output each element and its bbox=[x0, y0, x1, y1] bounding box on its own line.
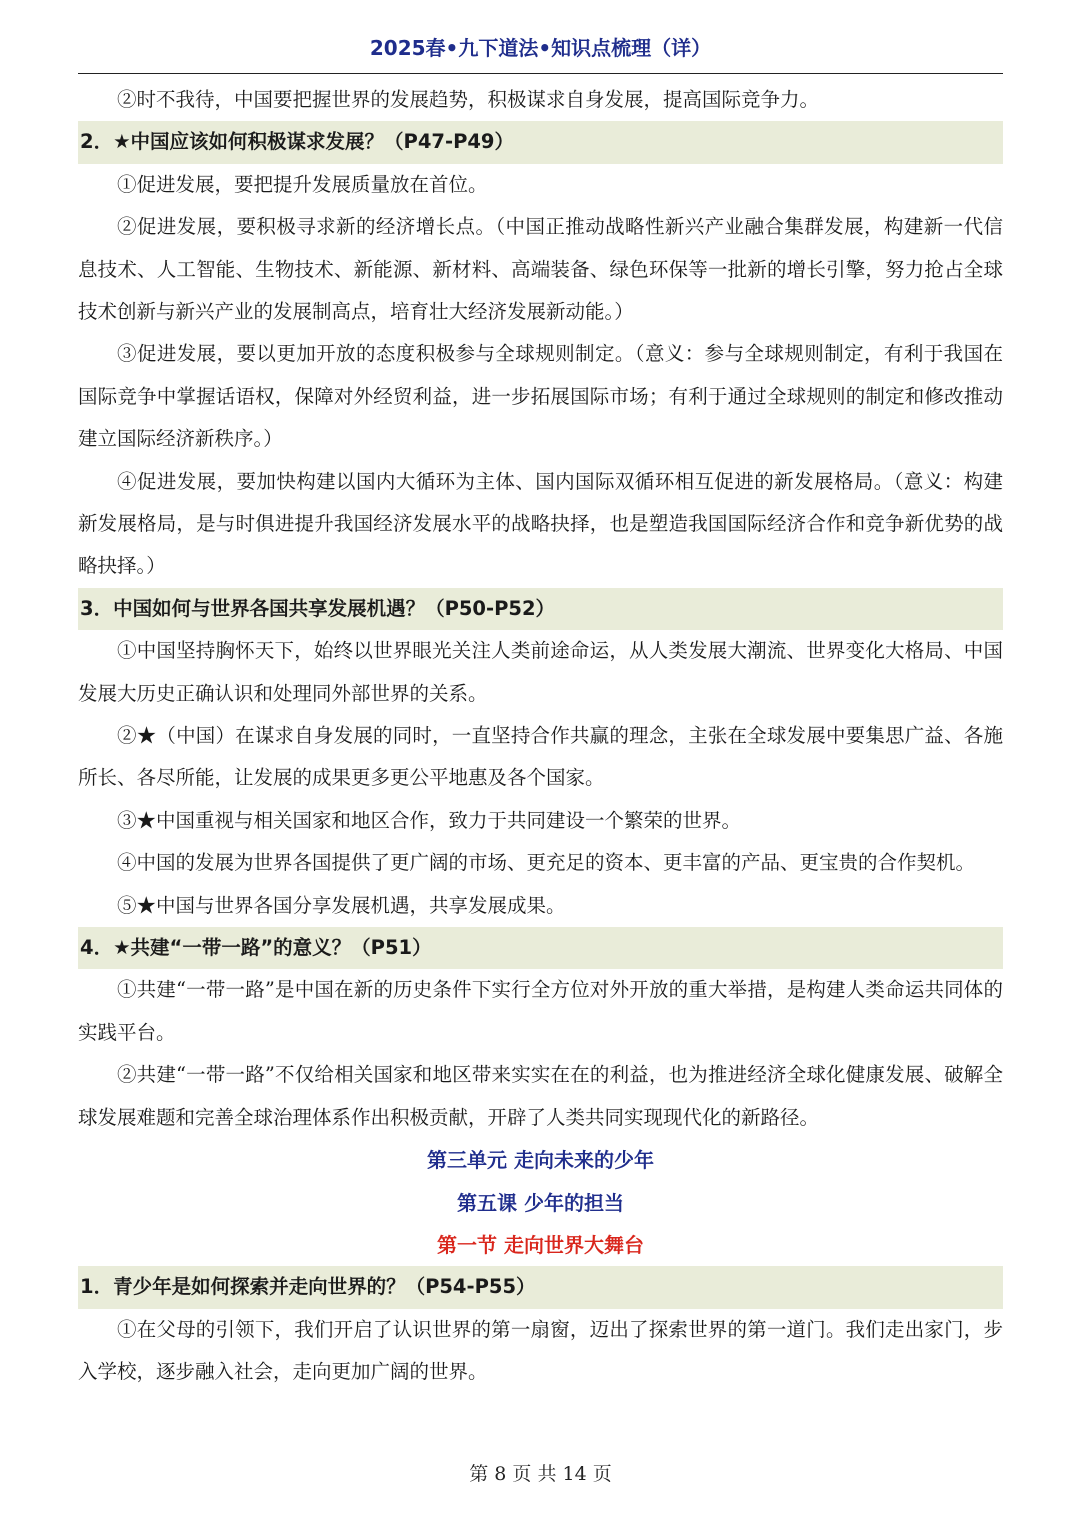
header-title: 2025春•九下道法•知识点梳理（详） bbox=[369, 36, 712, 60]
paragraph: ③促进发展，要以更加开放的态度积极参与全球规则制定。（意义：参与全球规则制定，有利于我国在国际竞争中掌握话语权，保障对外经贸利益，进一步拓展国际市场；有利于通过全球规则的制定和修改推动建立国际经济新秩序。） bbox=[78, 342, 1003, 451]
lesson-title: 第五课 少年的担当 bbox=[457, 1190, 624, 1215]
page-number: 第 8 页 共 14 页 bbox=[469, 1463, 612, 1485]
content bbox=[78, 79, 1003, 1394]
paragraph: ⑤★中国与世界各国分享发展机遇，共享发展成果。 bbox=[117, 893, 566, 917]
paragraph: ②★（中国）在谋求自身发展的同时，一直坚持合作共赢的理念，主张在全球发展中要集思广益、各施所长、各尽所能，让发展的成果更多更公平地惠及各个国家。 bbox=[78, 724, 1003, 790]
section-title: 第一节 走向世界大舞台 bbox=[437, 1232, 644, 1257]
paragraph: ④中国的发展为世界各国提供了更广阔的市场、更充足的资本、更丰富的产品、更宝贵的合作契机。 bbox=[117, 851, 976, 875]
paragraph: ②促进发展，要积极寻求新的经济增长点。（中国正推动战略性新兴产业融合集群发展，构建新一代信息技术、人工智能、生物技术、新能源、新材料、高端装备、绿色环保等一批新的增长引擎，努力抢占全球技术创新与新兴产业的发展制高点，培育壮大经济发展新动能。） bbox=[78, 215, 1003, 324]
question-heading: 4．★共建“一带一路”的意义？（P51） bbox=[78, 927, 1003, 969]
paragraph: ①促进发展，要把提升发展质量放在首位。 bbox=[117, 172, 488, 196]
paragraph: ①在父母的引领下，我们开启了认识世界的第一扇窗，迈出了探索世界的第一道门。我们走出家门，步入学校，逐步融入社会，走向更加广阔的世界。 bbox=[78, 1317, 1003, 1384]
question-heading: 1．青少年是如何探索并走向世界的？（P54-P55） bbox=[78, 1266, 1003, 1308]
header-rule bbox=[78, 73, 1003, 74]
paragraph: ①共建“一带一路”是中国在新的历史条件下实行全方位对外开放的重大举措，是构建人类命运共同体的实践平台。 bbox=[78, 978, 1003, 1044]
question-heading: 3．中国如何与世界各国共享发展机遇？（P50-P52） bbox=[78, 588, 1003, 630]
paragraph: ②共建“一带一路”不仅给相关国家和地区带来实实在在的利益，也为推进经济全球化健康发展、破解全球发展难题和完善全球治理体系作出积极贡献，开辟了人类共同实现现代化的新路径。 bbox=[78, 1063, 1003, 1129]
question-heading: 2．★中国应该如何积极谋求发展？（P47-P49） bbox=[78, 121, 1003, 163]
paragraph: ①中国坚持胸怀天下，始终以世界眼光关注人类前途命运，从人类发展大潮流、世界变化大格局、中国发展大历史正确认识和处理同外部世界的关系。 bbox=[78, 639, 1003, 705]
paragraph: ④促进发展，要加快构建以国内大循环为主体、国内国际双循环相互促进的新发展格局。（意义：构建新发展格局，是与时俱进提升我国经济发展水平的战略抉择，也是塑造我国国际经济合作和竞争新优势的战略抉择。） bbox=[78, 469, 1003, 578]
unit-title: 第三单元 走向未来的少年 bbox=[427, 1148, 654, 1173]
paragraph: ③★中国重视与相关国家和地区合作，致力于共同建设一个繁荣的世界。 bbox=[117, 808, 742, 832]
paragraph: ②时不我待，中国要把握世界的发展趋势，积极谋求自身发展，提高国际竞争力。 bbox=[117, 88, 820, 111]
